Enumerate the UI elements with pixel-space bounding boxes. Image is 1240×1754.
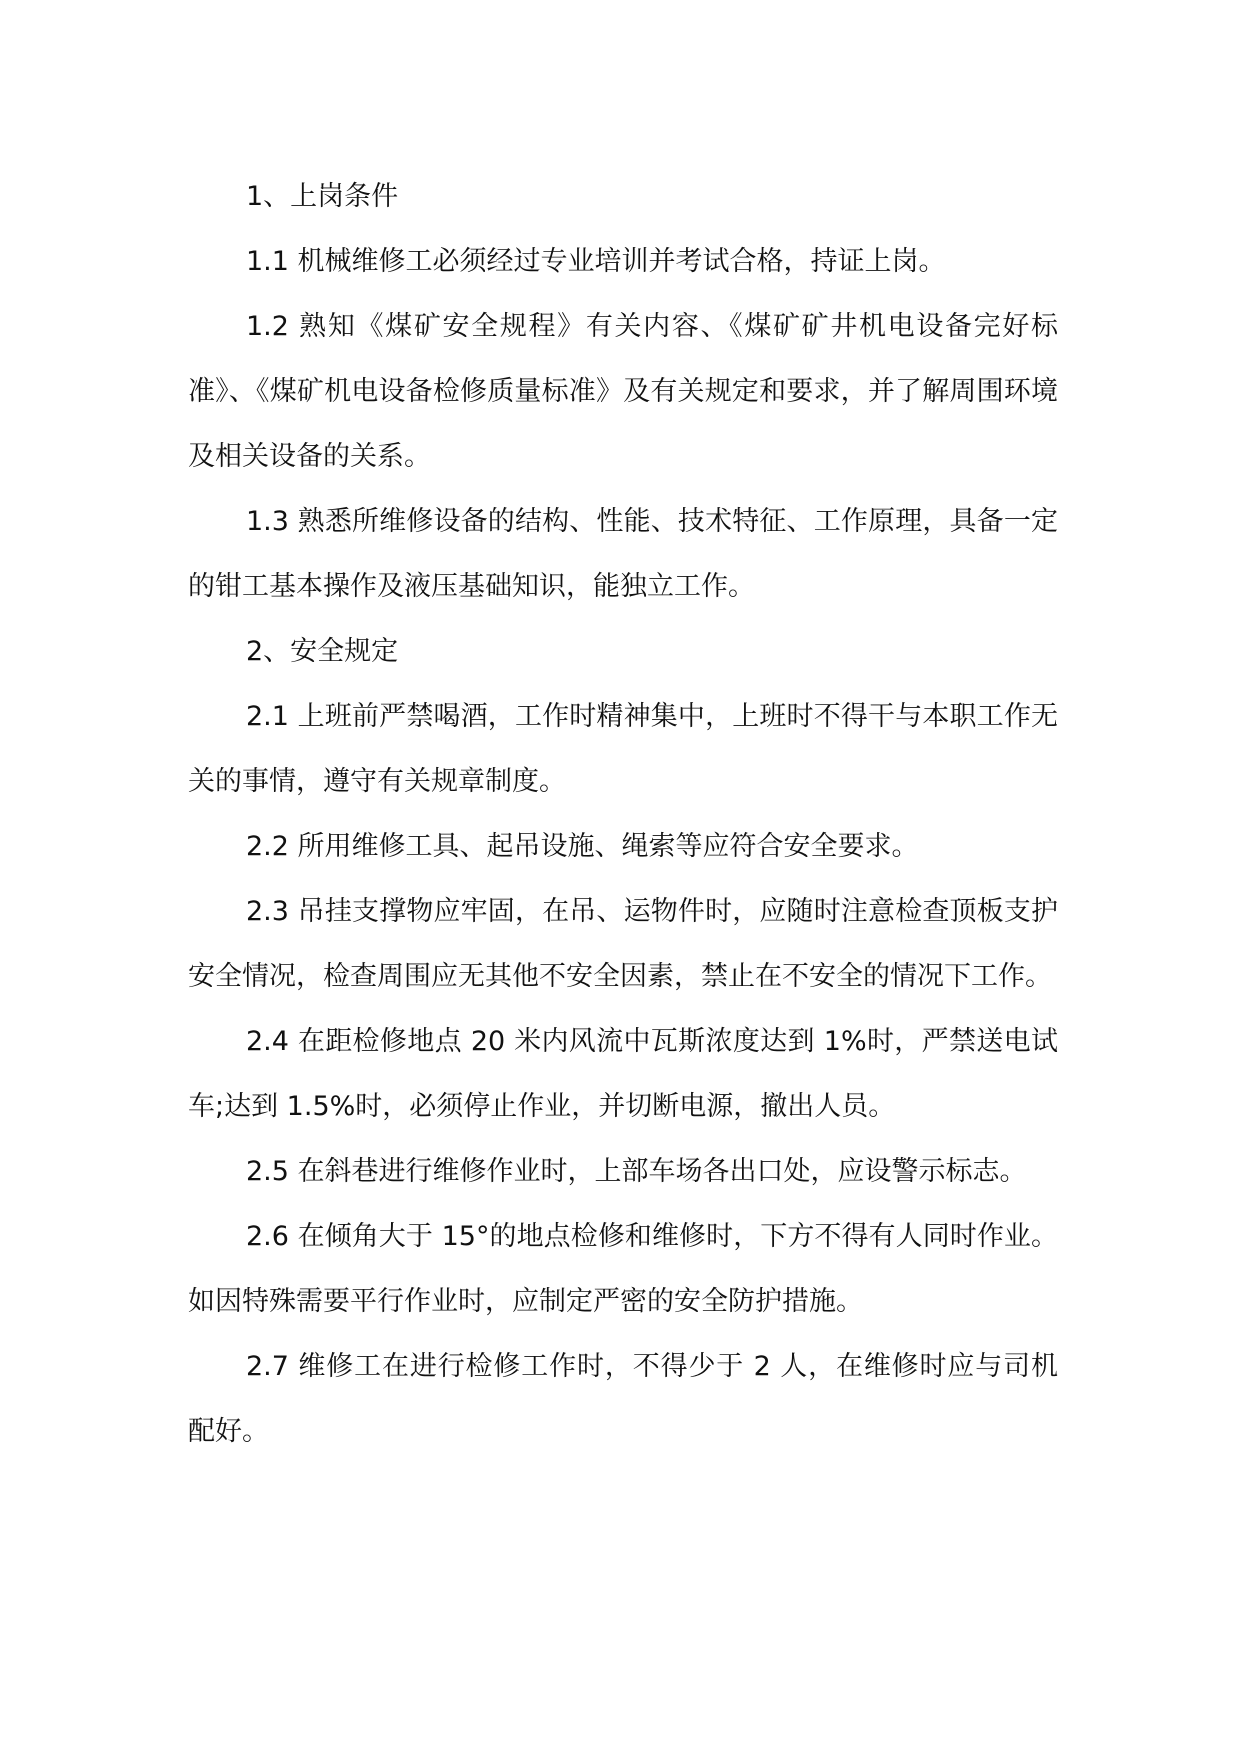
clause-1-2: 1.2 熟知《煤矿安全规程》有关内容、《煤矿矿井机电设备完好标准》、《煤矿机电设备检修质量标准》及有关规定和要求，并了解周围环境及相关设备的关系。: [188, 311, 1058, 472]
clause-1-1: 1.1 机械维修工必须经过专业培训并考试合格，持证上岗。: [246, 246, 946, 277]
clause-2-1: 2.1 上班前严禁喝酒，工作时精神集中，上班时不得干与本职工作无关的事情，遵守有关规章制度。: [188, 701, 1058, 797]
section-heading-1: 1、上岗条件: [246, 181, 399, 212]
section-heading-2: 2、安全规定: [246, 636, 399, 667]
clause-2-2: 2.2 所用维修工具、起吊设施、绳索等应符合安全要求。: [246, 831, 919, 862]
document-body: [188, 164, 1058, 1464]
clause-1-3: 1.3 熟悉所维修设备的结构、性能、技术特征、工作原理，具备一定的钳工基本操作及液压基础知识，能独立工作。: [188, 506, 1058, 602]
clause-2-3: 2.3 吊挂支撑物应牢固，在吊、运物件时，应随时注意检查顶板支护安全情况，检查周围应无其他不安全因素，禁止在不安全的情况下工作。: [188, 896, 1058, 992]
clause-2-7: 2.7 维修工在进行检修工作时，不得少于 2 人，在维修时应与司机配好。: [188, 1351, 1058, 1447]
clause-2-5: 2.5 在斜巷进行维修作业时，上部车场各出口处，应设警示标志。: [246, 1156, 1027, 1187]
clause-2-6: 2.6 在倾角大于 15°的地点检修和维修时，下方不得有人同时作业。如因特殊需要平行作业时，应制定严密的安全防护措施。: [188, 1221, 1058, 1317]
clause-2-4: 2.4 在距检修地点 20 米内风流中瓦斯浓度达到 1%时，严禁送电试车;达到 1.5%时，必须停止作业，并切断电源，撤出人员。: [188, 1026, 1058, 1122]
